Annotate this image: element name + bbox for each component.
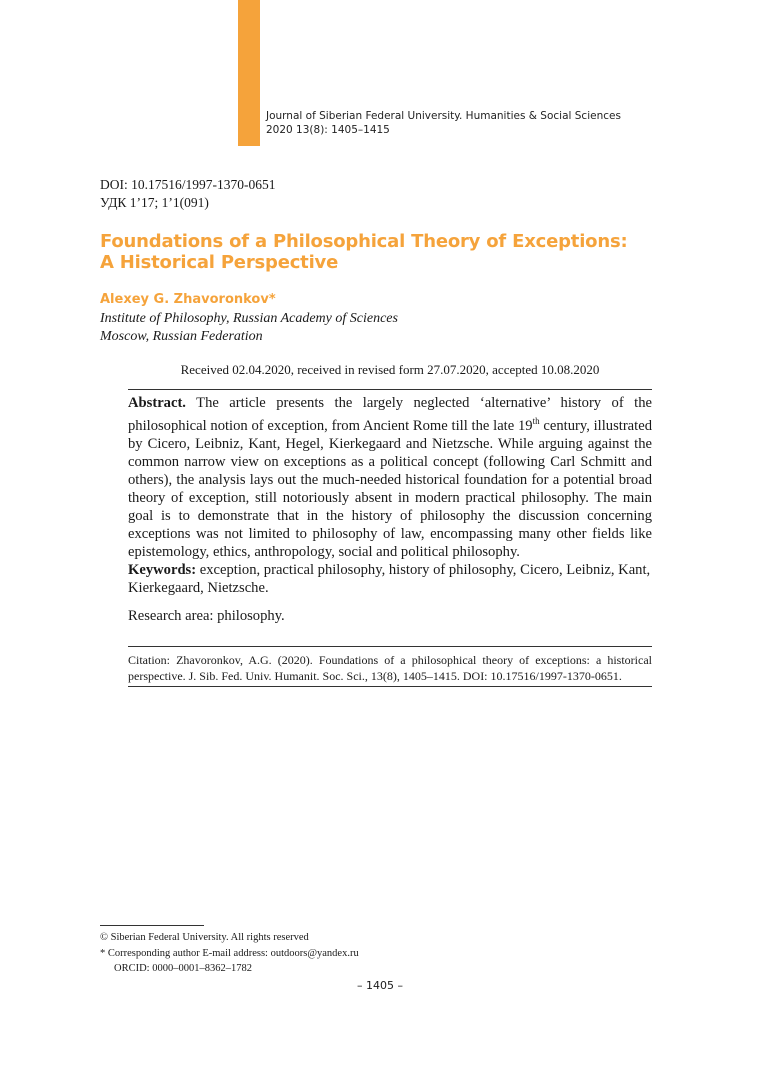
citation-bottom-rule: [128, 686, 652, 687]
abstract-label: Abstract.: [128, 395, 186, 411]
orcid-note: ORCID: 0000–0001–8362–1782: [114, 963, 252, 974]
footnote-rule: [100, 925, 204, 926]
abstract-text-2: century, illustrated by Cicero, Leibniz, Kant, Hegel, Kierkegaard and Nietzsche. While arguing against the common narrow view on exceptions as a political concept (following Carl Schmitt and others), the analysis lays out the much-needed historical foundation for a potential broad theory of exception, still notoriously absent in modern practical philosophy. The main goal is to demonstrate that in the history of philosophy the discussion concerning exceptions was not limited to philosophy of law, encompassing many other fields like epistemology, ethics, anthropology, social and political philosophy.: [128, 417, 652, 560]
udk-line: УДК 1’17; 1’1(091): [100, 195, 209, 210]
affiliation-institute: Institute of Philosophy, Russian Academy of Sciences: [100, 311, 398, 326]
research-area: Research area: philosophy.: [128, 608, 285, 624]
journal-header: [266, 110, 621, 137]
keywords: [128, 561, 652, 597]
keywords-text: exception, practical philosophy, history of philosophy, Cicero, Leibniz, Kant, Kierkegaard, Nietzsche.: [128, 562, 651, 596]
article-title: [100, 231, 660, 273]
journal-name: Journal of Siberian Federal University. Humanities & Social Sciences: [266, 110, 621, 122]
footnotes: [100, 930, 359, 977]
affiliation-location: Moscow, Russian Federation: [100, 329, 263, 344]
abstract-sup: th: [532, 416, 540, 426]
affiliation: [100, 310, 398, 346]
journal-accent-bar: [238, 0, 260, 146]
abstract-top-rule: [128, 389, 652, 390]
citation-top-rule: [128, 646, 652, 647]
author-name: Alexey G. Zhavoronkov*: [100, 292, 276, 307]
corresponding-author-note: * Corresponding author E-mail address: outdoors@yandex.ru: [100, 947, 359, 959]
article-meta: [100, 176, 276, 212]
received-dates: Received 02.04.2020, received in revised form 27.07.2020, accepted 10.08.2020: [180, 362, 600, 377]
journal-issue: 2020 13(8): 1405–1415: [266, 123, 390, 136]
doi-line: DOI: 10.17516/1997-1370-0651: [100, 177, 276, 192]
keywords-label: Keywords:: [128, 562, 197, 578]
title-line-1: Foundations of a Philosophical Theory of Exceptions:: [100, 231, 628, 252]
abstract: [128, 394, 652, 561]
copyright-note: © Siberian Federal University. All rights reserved: [100, 932, 309, 943]
citation: Citation: Zhavoronkov, A.G. (2020). Foundations of a philosophical theory of exceptions: a historical perspective. J. Sib. Fed. Univ. Humanit. Soc. Sci., 13(8), 1405–1415. DOI: 10.17516/1997-1370-0651.: [128, 653, 652, 683]
abstract-text-1: The article presents the largely neglected ‘alternative’ history of the philosophical notion of exception, from Ancient Rome till the late 19: [128, 395, 652, 434]
title-line-2: A Historical Perspective: [100, 252, 339, 273]
page-number: – 1405 –: [357, 979, 403, 992]
